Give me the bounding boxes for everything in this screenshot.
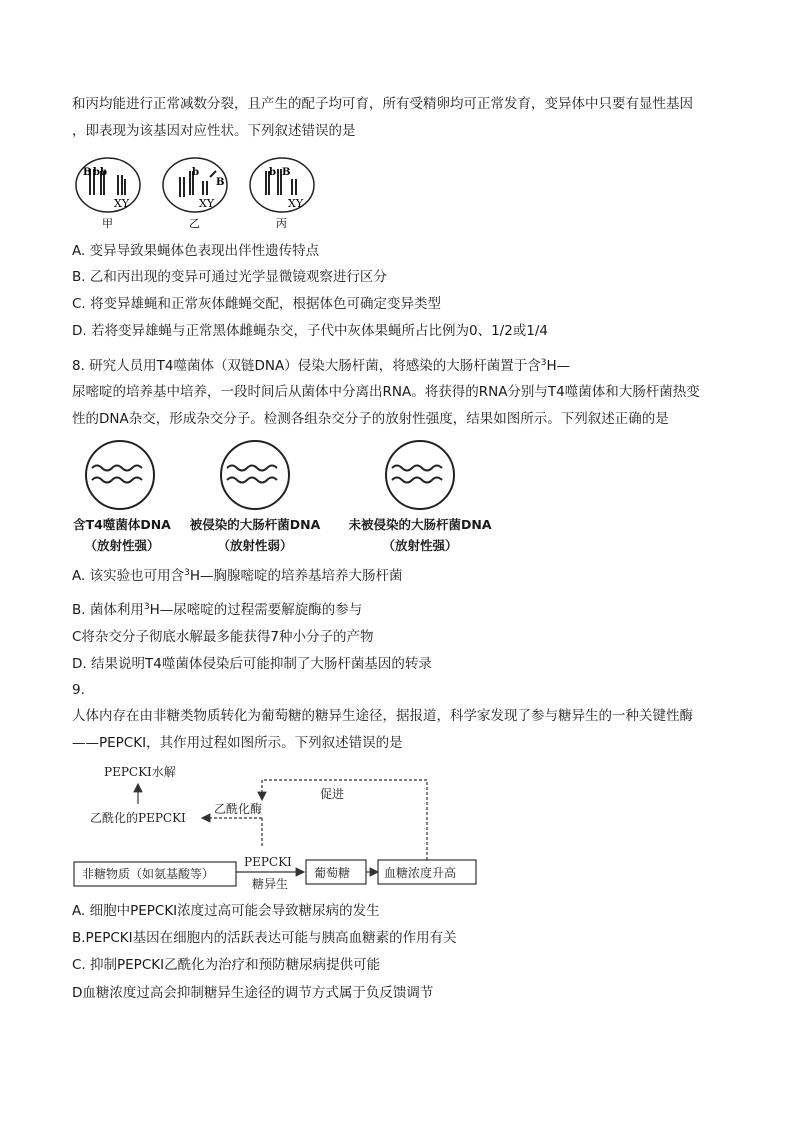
q8-option-d: D. 结果说明T4噬菌体侵染后可能抑制了大肠杆菌基因的转录	[72, 656, 432, 672]
acetylase-label: 乙酰化酶	[214, 802, 263, 816]
q8-option-b	[72, 601, 362, 619]
q8-option-b-text: B. 菌体利用	[72, 602, 144, 618]
cell-jia	[76, 158, 140, 230]
panel-2-note: （放射性弱）	[217, 538, 293, 553]
q8-option-c: C将杂交分子彻底水解最多能获得7种小分子的产物	[72, 629, 374, 645]
cell-yi	[163, 158, 227, 230]
q8-option-a-tail: H—胸腺嘧啶的培养基培养大肠杆菌	[189, 568, 403, 584]
q7-stem-line-2: ，即表现为该基因对应性状。下列叙述错误的是	[72, 123, 356, 139]
blood-sugar-box: 血糖浓度升高	[384, 866, 457, 880]
svg-text:XY: XY	[288, 197, 304, 210]
q7-stem-line-1: 和丙均能进行正常减数分裂，且产生的配子均可育，所有受精卵均可正常发育，变异体中只要有显性基因	[72, 96, 693, 112]
panel-2-name: 被侵染的大肠杆菌DNA	[189, 517, 321, 532]
glucose-box: 葡萄糖	[314, 866, 351, 880]
superscript-3: 3	[143, 602, 150, 612]
svg-text:b: b	[192, 167, 199, 178]
panel-1-name: 含T4噬菌体DNA	[73, 517, 171, 532]
superscript-3: 3	[540, 358, 547, 368]
hybrid-circle-uninfected	[386, 441, 454, 509]
hybrid-circle-infected	[221, 441, 289, 509]
substrate-box: 非糖物质（如氨基酸等）	[82, 867, 215, 881]
q9-stem-line-2: ——PEPCKI，其作用过程如图所示。下列叙述错误的是	[72, 735, 403, 751]
acetylated-pepcki-label: 乙酰化的PEPCKI	[90, 811, 186, 825]
panel-3-name: 未被侵染的大肠杆菌DNA	[348, 517, 492, 532]
q9-option-a: A. 细胞中PEPCKI浓度过高可能会导致糖尿病的发生	[72, 903, 380, 919]
hybrid-circle-t4	[86, 441, 154, 509]
q9-number: 9.	[72, 682, 85, 698]
panel-2-caption	[185, 515, 325, 554]
q9-option-b: B.PEPCKI基因在细胞内的活跃表达可能与胰高血糖素的作用有关	[72, 930, 457, 946]
gluconeogenesis-diagram	[72, 760, 482, 890]
q7-option-a: A. 变异导致果蝇体色表现出伴性遗传特点	[72, 243, 320, 259]
panel-1-caption	[72, 515, 172, 554]
svg-text:XY: XY	[199, 197, 215, 210]
q9-option-d: D血糖浓度过高会抑制糖异生途径的调节方式属于负反馈调节	[72, 985, 434, 1001]
chromosome-figure	[70, 155, 320, 235]
svg-text:b: b	[93, 167, 100, 178]
q8-option-a-text: A. 该实验也可用含	[72, 568, 185, 584]
q7-option-d: D. 若将变异雄蝇与正常黑体雌蝇杂交，子代中灰体果蝇所占比例为0、1/2或1/4	[72, 323, 549, 339]
promote-label: 促进	[320, 787, 345, 801]
q8-stem-line-1	[72, 357, 570, 375]
svg-text:B: B	[282, 167, 291, 178]
svg-text:B: B	[216, 177, 225, 188]
superscript-3: 3	[184, 568, 190, 578]
q9-option-c: C. 抑制PEPCKI乙酰化为治疗和预防糖尿病提供可能	[72, 957, 381, 973]
svg-text:b: b	[100, 167, 107, 178]
svg-text:XY: XY	[114, 197, 130, 210]
svg-text:b: b	[269, 167, 276, 178]
svg-text:B: B	[83, 167, 92, 178]
q8-stem-line-3: 性的DNA杂交，形成杂交分子。检测各组杂交分子的放射性强度，结果如图所示。下列叙述正确的是	[72, 411, 669, 427]
panel-1-note: （放射性强）	[84, 538, 160, 553]
pepcki-enzyme-label: PEPCKI	[244, 855, 292, 869]
q8-stem-text: 8. 研究人员用T4噬菌体（双链DNA）侵染大肠杆菌，将感染的大肠杆菌置于含	[72, 358, 541, 374]
q9-stem-line-1: 人体内存在由非糖类物质转化为葡萄糖的糖异生途径，据报道，科学家发现了参与糖异生的一种关键性酶	[72, 708, 693, 724]
svg-text:甲: 甲	[102, 217, 113, 230]
hybridization-figure	[72, 440, 502, 512]
q8-stem-line-2: 尿嘧啶的培养基中培养，一段时间后从菌体中分离出RNA。将获得的RNA分别与T4噬菌体和大肠杆菌热变	[72, 384, 700, 400]
cell-bing	[250, 158, 314, 230]
q7-option-b: B. 乙和丙出现的变异可通过光学显微镜观察进行区分	[72, 269, 387, 285]
q7-option-c: C. 将变异雄蝇和正常灰体雌蝇交配，根据体色可确定变异类型	[72, 296, 442, 312]
panel-3-caption	[345, 515, 495, 554]
svg-text:乙: 乙	[189, 217, 200, 230]
q8-option-a	[72, 567, 402, 585]
q8-stem-text-tail: H—	[546, 358, 571, 374]
panel-3-note: （放射性强）	[382, 538, 458, 553]
gluconeogenesis-label: 糖异生	[252, 877, 289, 890]
q8-option-b-tail: H—尿嘧啶的过程需要解旋酶的参与	[149, 602, 363, 618]
pepcki-hydrolysis-label: PEPCKI水解	[104, 765, 176, 779]
svg-text:丙: 丙	[276, 217, 287, 230]
